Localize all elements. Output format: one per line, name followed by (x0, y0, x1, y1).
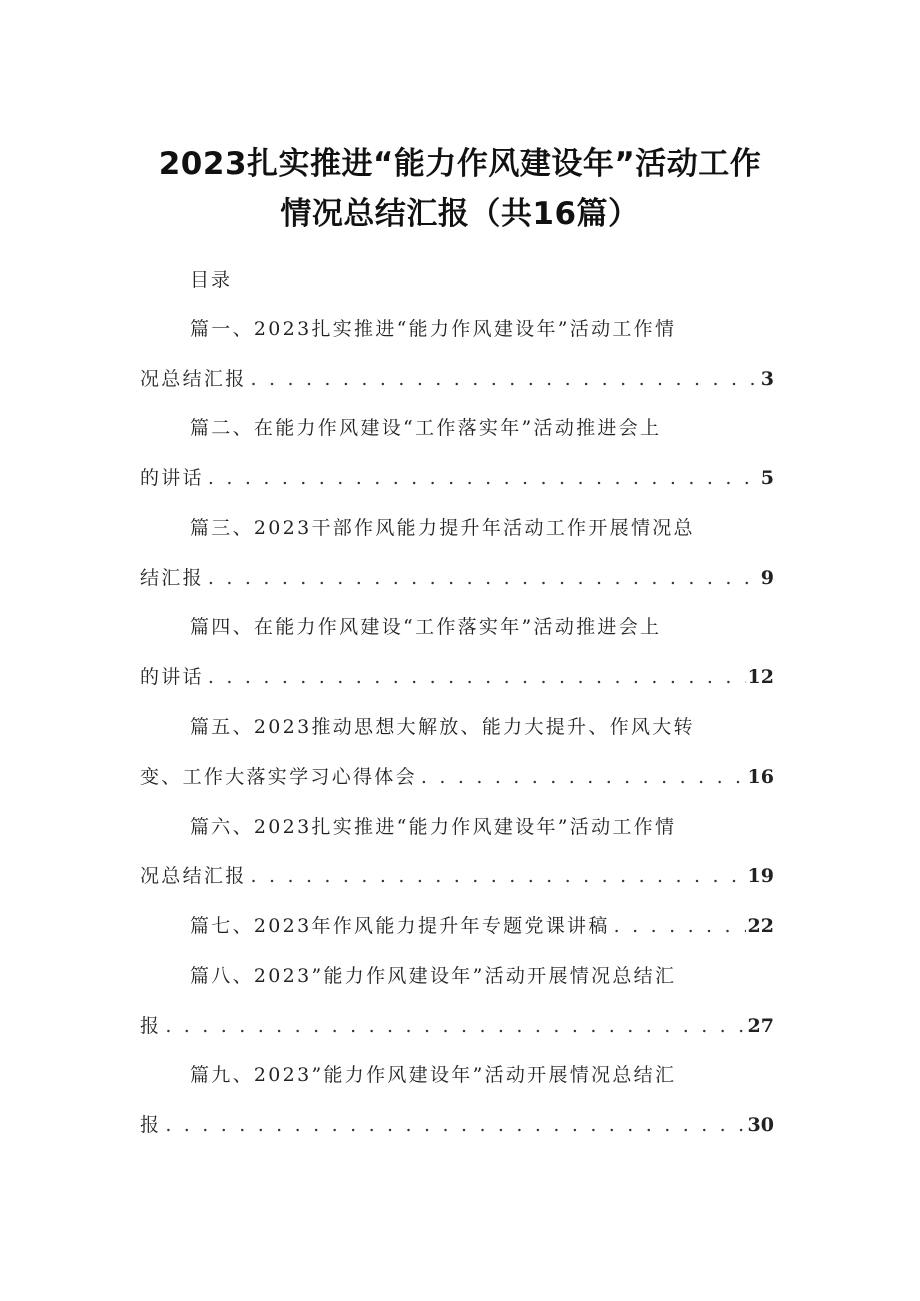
toc-leader-dots (614, 913, 746, 939)
toc-entry-5-text: 变、工作大落实学习心得体会 (140, 766, 417, 788)
toc-entry-4-text: 的讲话 (140, 666, 204, 688)
toc-entry-8-line-1: 篇八、2023”能力作风建设年”活动开展情况总结汇 (190, 965, 677, 987)
toc-entry-6-page: 19 (747, 865, 774, 887)
toc-entry-4-line-1: 篇四、在能力作风建设“工作落实年”活动推进会上 (190, 616, 662, 638)
toc-entry-7-page: 22 (747, 915, 774, 937)
toc-leader-dots (165, 1013, 745, 1039)
toc-entry-9-page: 30 (747, 1114, 774, 1136)
toc-entry-6-text: 况总结汇报 (140, 865, 247, 887)
toc-entry-3-page: 9 (760, 567, 774, 589)
toc-entry-2-text: 的讲话 (140, 467, 204, 489)
toc-entry-1-line-1: 篇一、2023扎实推进“能力作风建设年”活动工作情 (190, 318, 677, 340)
toc-entry-3-text: 结汇报 (140, 567, 204, 589)
toc-entry-9-line-2 (140, 1112, 774, 1138)
toc-entry-7-text: 篇七、2023年作风能力提升年专题党课讲稿 (190, 915, 610, 937)
toc-entry-8-line-2 (140, 1013, 774, 1039)
toc-entry-1-text: 况总结汇报 (140, 368, 247, 390)
toc-entry-2-line-1: 篇二、在能力作风建设“工作落实年”活动推进会上 (190, 417, 662, 439)
toc-entry-4-page: 12 (747, 666, 774, 688)
toc-entry-6-line-1: 篇六、2023扎实推进“能力作风建设年”活动工作情 (190, 816, 677, 838)
toc-leader-dots (251, 366, 759, 392)
toc-entry-8-page: 27 (747, 1015, 774, 1037)
toc-entry-3-line-2 (140, 565, 774, 591)
toc-entry-8-text: 报 (140, 1015, 162, 1037)
toc-entry-2-page: 5 (760, 467, 774, 489)
toc-leader-dots (251, 863, 746, 889)
document-title-line-2: 情况总结汇报（共16篇） (280, 196, 640, 232)
toc-entry-5-line-1: 篇五、2023推动思想大解放、能力大提升、作风大转 (190, 716, 695, 738)
toc-leader-dots (208, 565, 759, 591)
toc-leader-dots (421, 764, 746, 790)
document-title-line-1: 2023扎实推进“能力作风建设年”活动工作 (158, 146, 762, 182)
toc-leader-dots (208, 465, 759, 491)
toc-entry-1-page: 3 (760, 368, 774, 390)
toc-entry-5-page: 16 (747, 766, 774, 788)
toc-entry-3-line-1: 篇三、2023干部作风能力提升年活动工作开展情况总 (190, 517, 695, 539)
toc-entry-4-line-2 (140, 664, 774, 690)
toc-leader-dots (208, 664, 746, 690)
toc-entry-9-text: 报 (140, 1114, 162, 1136)
toc-entry-1-line-2 (140, 366, 774, 392)
toc-entry-5-line-2 (140, 764, 774, 790)
toc-entry-7 (190, 913, 774, 939)
toc-entry-6-line-2 (140, 863, 774, 889)
toc-leader-dots (165, 1112, 745, 1138)
toc-entry-9-line-1: 篇九、2023”能力作风建设年”活动开展情况总结汇 (190, 1064, 677, 1086)
toc-entry-2-line-2 (140, 465, 774, 491)
toc-heading: 目录 (190, 269, 233, 291)
